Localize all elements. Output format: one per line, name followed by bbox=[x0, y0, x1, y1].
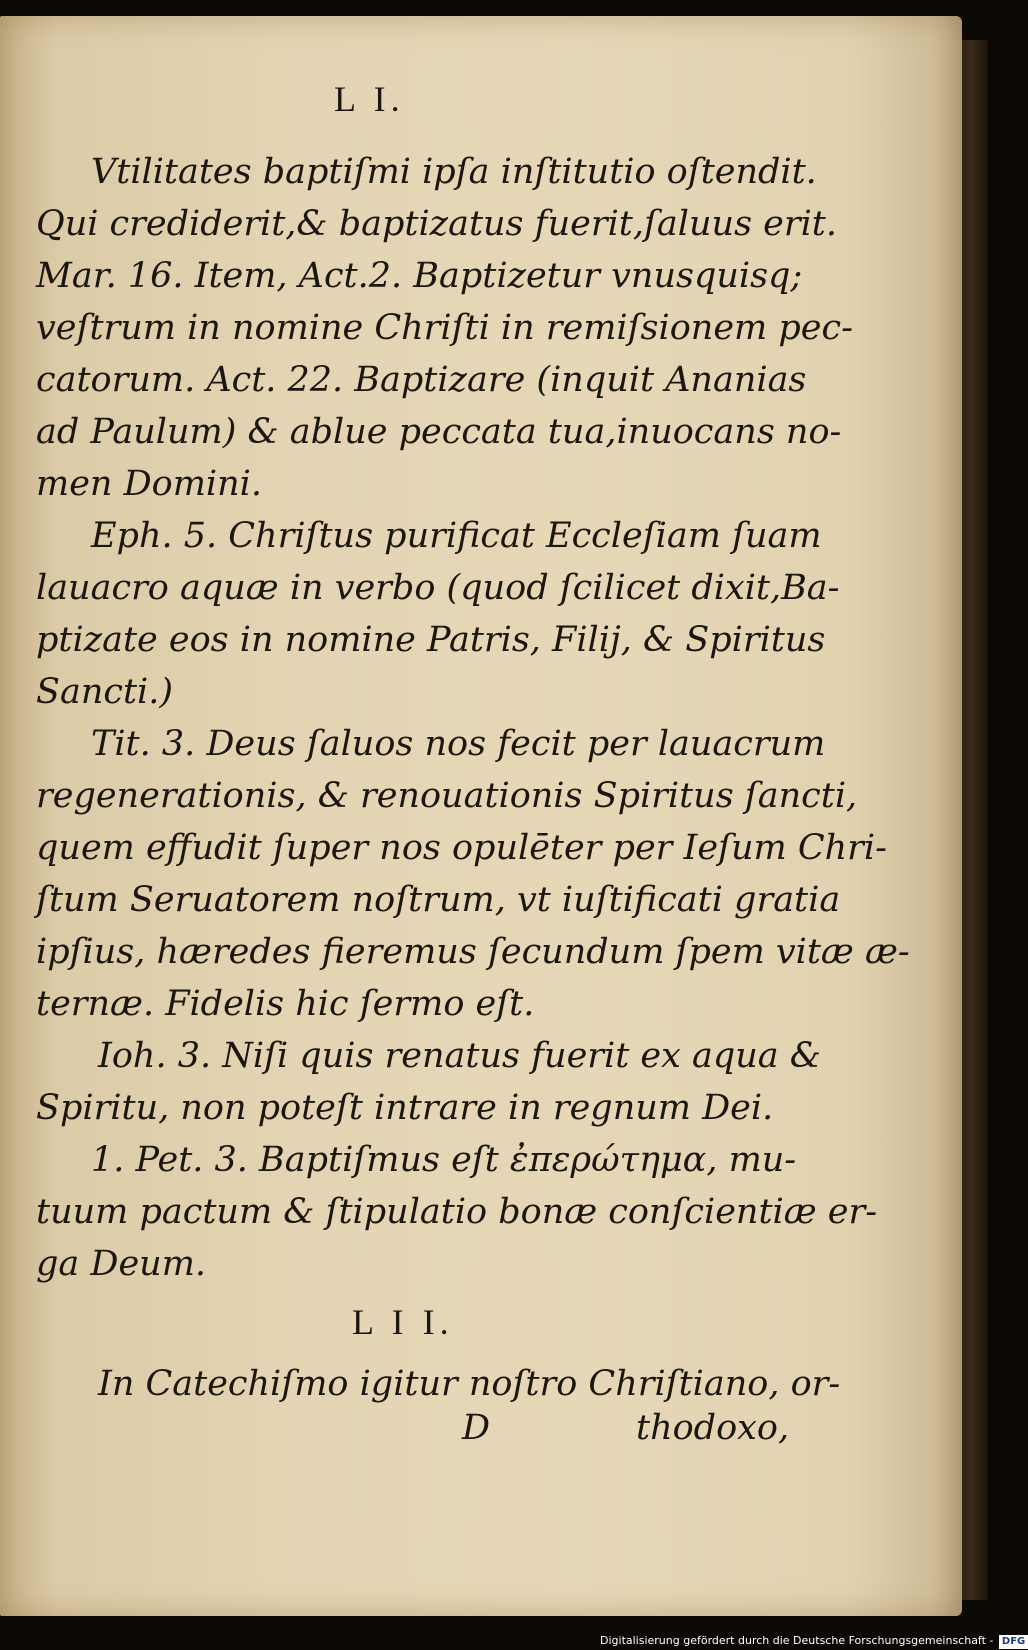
section-heading-51: L I. bbox=[334, 79, 405, 119]
credit-text: Digitalisierung gefördert durch die Deutsche Forschungsgemeinschaft - bbox=[600, 1634, 994, 1647]
text-line: Tit. 3. Deus ſaluos nos fecit per lauacrum bbox=[91, 724, 826, 764]
section-heading-52: L I I. bbox=[352, 1302, 454, 1342]
book-edge bbox=[960, 40, 988, 1600]
text-line: ad Paulum) & ablue peccata tua,inuocans no- bbox=[36, 412, 842, 452]
catchword: thodoxo, bbox=[636, 1408, 790, 1448]
book-page bbox=[0, 16, 962, 1616]
text-line: ipſius, hæredes fieremus ſecundum ſpem vitæ æ- bbox=[36, 932, 910, 972]
text-line: Ioh. 3. Niſi quis renatus fuerit ex aqua & bbox=[98, 1036, 821, 1076]
text-line: Mar. 16. Item, Act.2. Baptizetur vnusquisq; bbox=[36, 256, 803, 296]
text-line: 1. Pet. 3. Baptiſmus eſt ἐπερώτημα, mu- bbox=[91, 1140, 797, 1180]
signature-mark: D bbox=[462, 1408, 491, 1448]
text-line: Vtilitates baptiſmi ipſa inſtitutio oſtendit. bbox=[91, 152, 817, 192]
text-line: catorum. Act. 22. Baptizare (inquit Ananias bbox=[36, 360, 807, 400]
text-line: veſtrum in nomine Chriſti in remiſsionem pec- bbox=[36, 308, 853, 348]
dfg-logo: DFG bbox=[999, 1635, 1028, 1649]
text-line: regenerationis, & renouationis Spiritus ſancti, bbox=[36, 776, 858, 816]
text-line: men Domini. bbox=[36, 464, 262, 504]
text-line: lauacro aquæ in verbo (quod ſcilicet dixit,Ba- bbox=[36, 568, 840, 608]
text-line: Sancti.) bbox=[36, 672, 174, 712]
text-line: In Catechiſmo igitur noſtro Chriſtiano, or- bbox=[98, 1364, 841, 1404]
text-line: Spiritu, non poteſt intrare in regnum Dei. bbox=[36, 1088, 774, 1128]
text-line: ptizate eos in nomine Patris, Filij, & Spiritus bbox=[36, 620, 826, 660]
text-line: ſtum Seruatorem noſtrum, vt iuſtificati gratia bbox=[36, 880, 841, 920]
text-line: Qui crediderit,& baptizatus fuerit,ſaluus erit. bbox=[36, 204, 837, 244]
text-line: ga Deum. bbox=[36, 1244, 207, 1284]
text-line: quem effudit ſuper nos opulēter per Ieſum Chri- bbox=[36, 828, 887, 868]
text-line: Eph. 5. Chriſtus purificat Eccleſiam ſuam bbox=[91, 516, 822, 556]
text-line: tuum pactum & ſtipulatio bonæ conſcientiæ er- bbox=[36, 1192, 878, 1232]
text-line: ternæ. Fidelis hic ſermo eſt. bbox=[36, 984, 535, 1024]
digitization-credit bbox=[600, 1632, 1026, 1650]
